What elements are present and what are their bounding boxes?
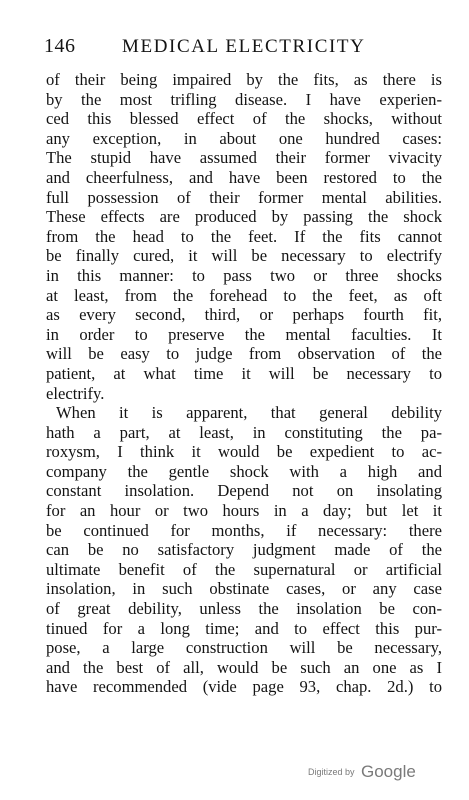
text-line: tinued for a long time; and to effect this pur- bbox=[46, 618, 442, 638]
text-line: roxysm, I think it would be expedient to ac- bbox=[46, 442, 442, 462]
page-header bbox=[44, 35, 444, 61]
text-line: be finally cured, it will be necessary to electrify bbox=[46, 246, 442, 266]
text-line: ultimate benefit of the supernatural or artificial bbox=[46, 559, 442, 579]
text-line: The stupid have assumed their former vivacity bbox=[46, 148, 442, 168]
text-line: have recommended (vide page 93, chap. 2d.) to bbox=[46, 677, 442, 697]
text-line: from the head to the feet. If the fits cannot bbox=[46, 226, 442, 246]
text-line: will be easy to judge from observation of the bbox=[46, 344, 442, 364]
text-line: at least, from the forehead to the feet, as oft bbox=[46, 285, 442, 305]
text-line: and the best of all, would be such an one as I bbox=[46, 657, 442, 677]
text-line: of their being impaired by the fits, as there is bbox=[46, 70, 442, 89]
text-line: full possession of their former mental abilities. bbox=[46, 187, 442, 207]
text-line: in this manner: to pass two or three shocks bbox=[46, 265, 442, 285]
text-line: as every second, third, or perhaps fourth fit, bbox=[46, 305, 442, 325]
text-line: can be no satisfactory judgment made of the bbox=[46, 540, 442, 560]
text-line: by the most trifling disease. I have experien- bbox=[46, 89, 442, 109]
text-line: constant insolation. Depend not on insolating bbox=[46, 481, 442, 501]
text-line: ced this blessed effect of the shocks, without bbox=[46, 109, 442, 129]
text-line: and cheerfulness, and have been restored to the bbox=[46, 167, 442, 187]
paragraph-1 bbox=[46, 70, 442, 403]
text-line: company the gentle shock with a high and bbox=[46, 461, 442, 481]
text-line: in order to preserve the mental faculties. It bbox=[46, 324, 442, 344]
text-line: These effects are produced by passing the shock bbox=[46, 207, 442, 227]
text-line: be continued for months, if necessary: there bbox=[46, 520, 442, 540]
page-number: 146 bbox=[44, 35, 76, 57]
digitized-by-label: Digitized by bbox=[308, 767, 355, 777]
text-line: pose, a large construction will be necessary, bbox=[46, 638, 442, 658]
text-line: of great debility, unless the insolation be con- bbox=[46, 599, 442, 619]
paragraph-2 bbox=[46, 403, 442, 697]
text-line: patient, at what time it will be necessary to bbox=[46, 363, 442, 383]
text-line: When it is apparent, that general debility bbox=[56, 403, 442, 423]
text-line: electrify. bbox=[46, 383, 105, 403]
text-line: any exception, in about one hundred cases: bbox=[46, 128, 442, 148]
text-line: insolation, in such obstinate cases, or any case bbox=[46, 579, 442, 599]
text-line: hath a part, at least, in constituting the pa- bbox=[46, 422, 442, 442]
google-logo: Google bbox=[360, 762, 416, 781]
text-line: for an hour or two hours in a day; but let it bbox=[46, 501, 442, 521]
body-text bbox=[46, 70, 442, 697]
digitization-watermark bbox=[308, 762, 416, 782]
running-head: MEDICAL ELECTRICITY bbox=[122, 36, 366, 57]
